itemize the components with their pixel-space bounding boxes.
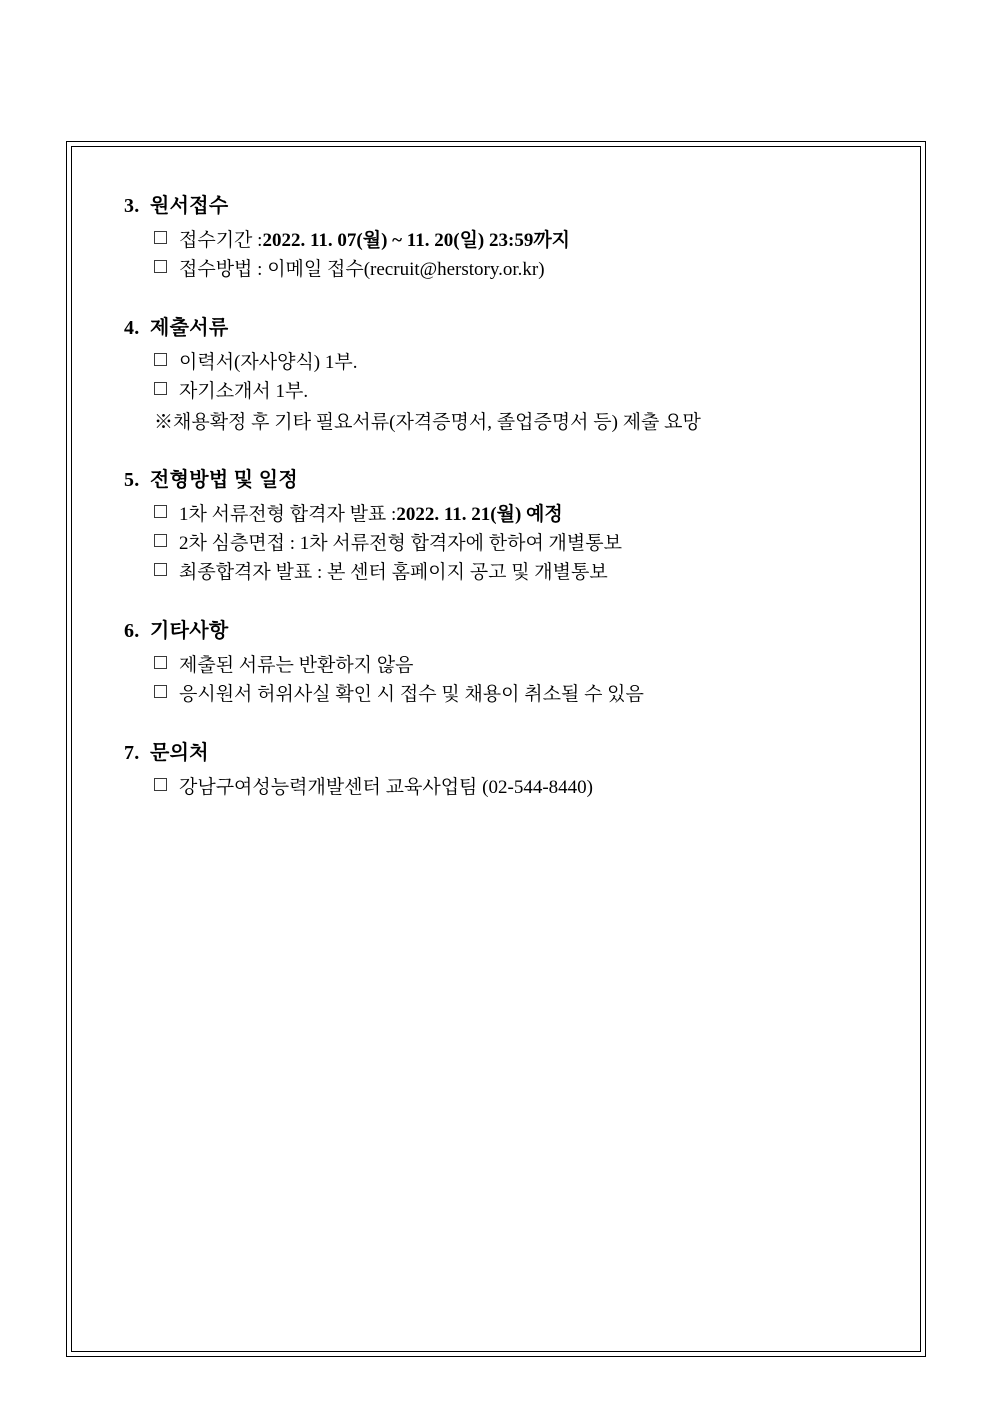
section-heading — [124, 311, 886, 340]
square-bullet-icon — [154, 685, 167, 698]
square-bullet-icon — [154, 778, 167, 791]
section-item-list — [106, 501, 886, 588]
square-bullet-icon — [154, 231, 167, 244]
list-item — [154, 378, 886, 407]
list-item — [154, 256, 886, 285]
document-section — [106, 189, 886, 285]
document-section — [106, 736, 886, 803]
section-number: 6. — [124, 620, 140, 642]
list-item-text-wrap — [179, 378, 308, 407]
list-item-label: 2차 심층면접 : 1차 서류전형 합격자에 한하여 개별통보 — [179, 533, 622, 555]
section-heading — [124, 189, 886, 218]
list-item-label: 제출된 서류는 반환하지 않음 — [179, 655, 414, 676]
list-item-text-wrap — [179, 652, 414, 681]
section-title: 원서접수 — [150, 195, 229, 217]
list-item — [154, 774, 886, 803]
list-item-text-wrap — [179, 559, 608, 588]
list-item-text-wrap — [179, 681, 644, 710]
square-bullet-icon — [154, 353, 167, 366]
section-number: 7. — [124, 741, 140, 764]
square-bullet-icon — [154, 656, 167, 669]
document-content — [71, 146, 921, 1352]
list-item-label: 접수방법 : 이메일 접수(recruit@herstory.or.kr) — [179, 258, 545, 280]
document-page-border — [66, 141, 926, 1357]
section-title: 문의처 — [150, 741, 209, 764]
list-item-text-wrap — [179, 501, 563, 530]
list-item-label: 1차 서류전형 합격자 발표 : — [179, 504, 397, 526]
list-item-text-wrap — [179, 530, 622, 559]
section-number: 3. — [124, 195, 140, 217]
section-title: 제출서류 — [150, 316, 229, 339]
list-item — [154, 652, 886, 681]
document-section — [106, 311, 886, 438]
list-item-text-wrap — [179, 349, 358, 378]
list-item-label: 이력서(자사양식) 1부. — [179, 351, 358, 373]
square-bullet-icon — [154, 505, 167, 518]
list-item — [154, 227, 886, 256]
section-heading — [124, 736, 886, 765]
section-item-list — [106, 349, 886, 407]
list-item-label: 응시원서 허위사실 확인 시 접수 및 채용이 취소될 수 있음 — [179, 683, 644, 705]
list-item-emphasis: 2022. 11. 21(월) 예정 — [396, 504, 563, 526]
section-heading — [124, 463, 886, 492]
section-item-list — [106, 774, 886, 803]
section-note: ※채용확정 후 기타 필요서류(자격증명서, 졸업증명서 등) 제출 요망 — [154, 411, 701, 433]
document-section — [106, 463, 886, 588]
list-item — [154, 501, 886, 530]
section-title: 전형방법 및 일정 — [150, 469, 298, 492]
section-item-list — [106, 227, 886, 285]
list-item-label: 자기소개서 1부. — [179, 380, 309, 402]
list-item-text-wrap — [179, 256, 545, 285]
list-item — [154, 559, 886, 588]
list-item — [154, 681, 886, 710]
section-number: 5. — [124, 469, 140, 492]
section-number: 4. — [124, 316, 140, 339]
list-item-label: 최종합격자 발표 : 본 센터 홈페이지 공고 및 개별통보 — [179, 562, 608, 584]
square-bullet-icon — [154, 382, 167, 395]
list-item — [154, 530, 886, 559]
list-item-label: 접수기간 : — [179, 230, 263, 251]
document-section — [106, 614, 886, 710]
list-item-label: 강남구여성능력개발센터 교육사업팀 (02-544-8440) — [179, 776, 593, 798]
section-title: 기타사항 — [150, 620, 229, 642]
sections-container — [106, 189, 886, 803]
list-item-emphasis: 2022. 11. 07(월) ~ 11. 20(일) 23:59까지 — [262, 230, 571, 251]
square-bullet-icon — [154, 534, 167, 547]
list-item-text-wrap — [179, 774, 593, 803]
section-heading — [124, 614, 886, 643]
section-item-list — [106, 652, 886, 710]
square-bullet-icon — [154, 260, 167, 273]
list-item — [154, 349, 886, 378]
square-bullet-icon — [154, 563, 167, 576]
list-item-text-wrap — [179, 227, 570, 256]
